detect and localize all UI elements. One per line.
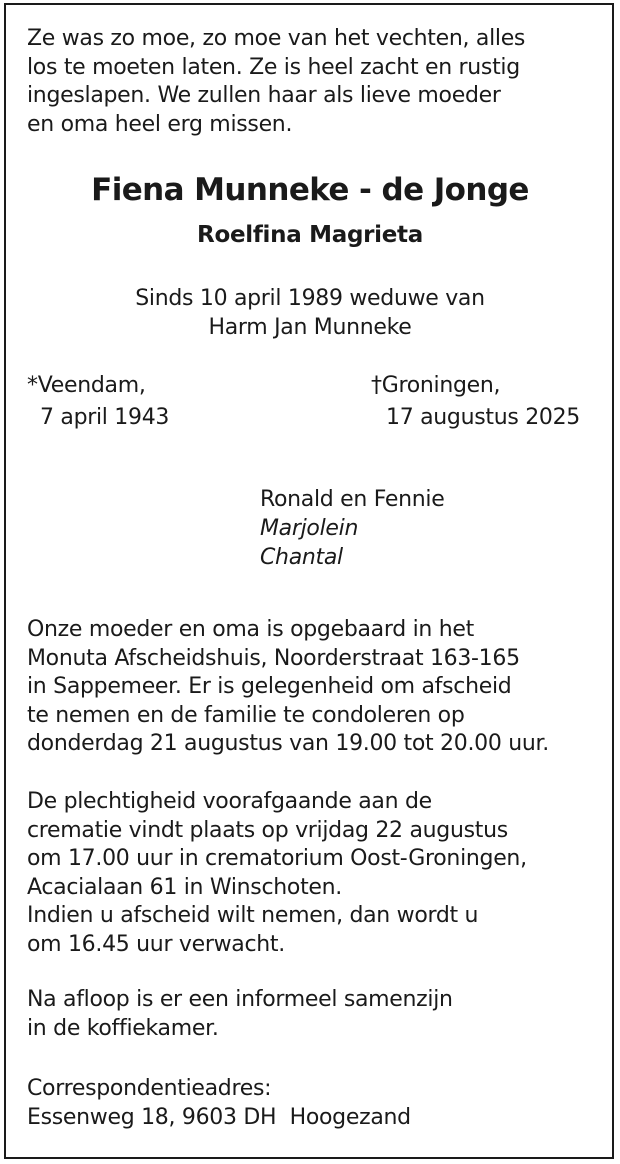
death-date: 17 augustus 2025 [386, 405, 580, 430]
ceremony-line: om 17.00 uur in crematorium Oost-Groningen, [27, 846, 527, 871]
viewing-line: Monuta Afscheidshuis, Noorderstraat 163-165 [27, 645, 520, 671]
afterwards-text [27, 986, 453, 1043]
widow-line-1: Sinds 10 april 1989 weduwe van [135, 286, 485, 311]
correspondence-label: Correspondentieadres: [27, 1076, 272, 1101]
birth-symbol: * [27, 373, 38, 398]
intro-line: los te moeten laten. Ze is heel zacht en rustig [27, 54, 520, 80]
intro-line: en oma heel erg missen. [27, 111, 293, 137]
family-line-1: Ronald en Fennie [260, 487, 445, 512]
family-line-3: Chantal [260, 545, 343, 570]
family-line-2: Marjolein [260, 516, 359, 541]
widow-line-2: Harm Jan Munneke [208, 315, 412, 340]
ceremony-line: crematie vindt plaats op vrijdag 22 augustus [27, 817, 508, 843]
ceremony-line: De plechtigheid voorafgaande aan de [27, 789, 432, 814]
death-symbol: † [371, 373, 382, 398]
death-place [371, 372, 500, 400]
birth-place-text: Veendam, [37, 373, 146, 398]
deceased-name: Fiena Munneke - de Jonge [91, 172, 529, 208]
intro-line: ingeslapen. We zullen haar als lieve moeder [27, 83, 501, 108]
ceremony-line: om 16.45 uur verwacht. [27, 931, 285, 957]
ceremony-line: Acacialaan 61 in Winschoten. [27, 874, 342, 900]
death-place-text: Groningen, [381, 373, 501, 398]
afterwards-line: Na afloop is er een informeel samenzijn [27, 987, 453, 1012]
viewing-line: donderdag 21 augustus van 19.00 tot 20.00 uur. [27, 731, 549, 756]
correspondence-address: Essenweg 18, 9603 DH Hoogezand [27, 1104, 411, 1130]
intro-text [27, 25, 525, 139]
ceremony-text [27, 788, 527, 959]
correspondence [27, 1075, 411, 1132]
viewing-line: Onze moeder en oma is opgebaard in het [27, 617, 474, 642]
viewing-line: in Sappemeer. Er is gelegenheid om afscheid [27, 674, 512, 699]
ceremony-line: Indien u afscheid wilt nemen, dan wordt u [27, 903, 479, 928]
viewing-text [27, 616, 549, 759]
birth-date: 7 april 1943 [40, 405, 170, 430]
afterwards-line: in de koffiekamer. [27, 1015, 219, 1041]
intro-line: Ze was zo moe, zo moe van het vechten, alles [27, 26, 526, 51]
deceased-given-names: Roelfina Magrieta [197, 222, 423, 248]
viewing-line: te nemen en de familie te condoleren op [27, 702, 465, 728]
birth-place [27, 372, 146, 400]
